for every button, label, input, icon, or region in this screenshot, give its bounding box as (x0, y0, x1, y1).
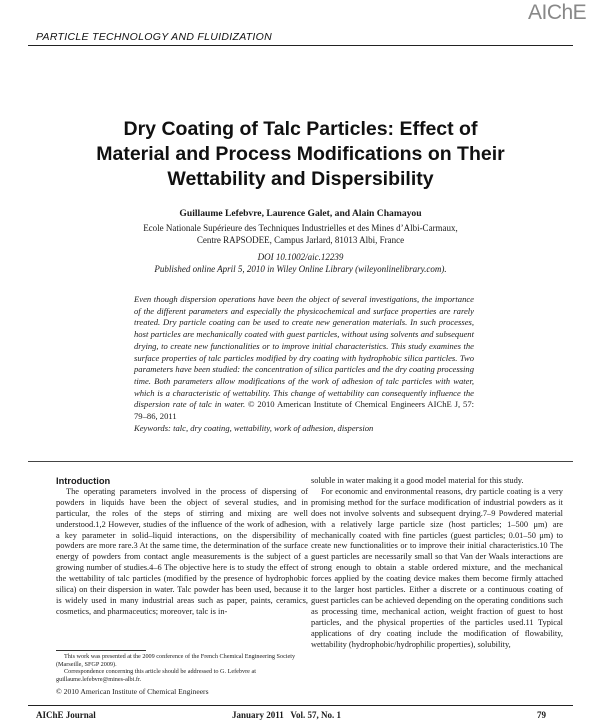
bottom-divider (28, 705, 573, 706)
footer-journal: AIChE Journal (36, 710, 96, 720)
doi-block (30, 251, 571, 275)
journal-logo: AIChE (528, 1, 587, 24)
affiliation-line-1: Ecole Nationale Supérieure des Techniques Industrielles et des Mines d’Albi-Carmaux, (143, 223, 458, 233)
affiliation (30, 222, 571, 246)
title-line-2: Material and Process Modifications on Their (96, 143, 505, 165)
page-number: 79 (537, 710, 546, 720)
title-line-3: Wettability and Dispersibility (167, 168, 434, 190)
abstract-text: Even though dispersion operations have been the object of several investigations, the importance of the different parameters and especially the physicochemical and surface properties are rarely treated. Dry particle coating can be used to create new generation materials. In such processes, host particles are mechanically coated with guest particles, without using solvents and subsequent drying, to create new functionalities or to improve initial characteristics. This study examines the surface properties of talc particles modified by dry coating with hydrophobic silica particles. Two parameters have been studied: the concentration of silica particles and the dry coating processing time. Both parameters allow modifications of the work of adhesion of talc particles with water, which is a characteristic of wettability. This change of wettability can consequently influence the dispersion rate of talc in water. (134, 294, 474, 410)
footnotes (56, 653, 308, 683)
abstract-citation: © 2010 American Institute of Chemical Engineers AIChE J, 57: 79–86, 2011 (134, 399, 475, 422)
copyright: © 2010 American Institute of Chemical Engineers (56, 687, 209, 696)
published-online: Published online April 5, 2010 in Wiley Online Library (wileyonlinelibrary.com). (154, 264, 447, 274)
paragraph: The operating parameters involved in the process of dispersing of powders in liquids have been the object of several studies, and in particular, the roles of the steps of stirring and mixing are well understood.1,2 However, studies of the influence of the work of adhesion, a key parameter in solid–liquid interactions, on the dispersibility of powders are more rare.3 At the same time, the determination of the surface energy of powders from contact angle measurements is the subject of a growing number of studies.4–6 The objective here is to study the effect of the wettability of talc particles (modified by the presence of hydrophobic silica) on their dispersion in water. Talc powder has been used, because it is widely used in many industrial areas such as paper, paints, ceramics, cosmetics, and pharmaceutics; moreover, talc is in- (56, 486, 308, 616)
keywords: Keywords: talc, dry coating, wettability, work of adhesion, dispersion (134, 422, 374, 433)
affiliation-line-2: Centre RAPSODEE, Campus Jarlard, 81013 Albi, France (196, 235, 405, 245)
title-line-1: Dry Coating of Talc Particles: Effect of (123, 118, 478, 140)
top-divider (28, 45, 573, 46)
right-column (311, 476, 563, 651)
doi: DOI 10.1002/aic.12239 (257, 252, 344, 262)
footer-issue: January 2011 Vol. 57, No. 1 (232, 710, 342, 720)
left-column (56, 476, 308, 618)
section-heading-introduction: Introduction (56, 476, 111, 486)
author-list: Guillaume Lefebvre, Laurence Galet, and Alain Chamayou (179, 208, 422, 219)
section-label: PARTICLE TECHNOLOGY AND FLUIDIZATION (36, 31, 273, 43)
article-title (30, 117, 571, 192)
abstract (134, 294, 474, 434)
footnote: Correspondence concerning this article should be addressed to G. Lefebvre at guillaume.lefebvre@mines-albi.fr. (56, 668, 256, 683)
paragraph: soluble in water making it a good model material for this study. (311, 476, 524, 485)
footnote-divider (56, 650, 146, 651)
paragraph: For economic and environmental reasons, dry particle coating is a very promising method for the surface modification of industrial powders as it does not involve solvents and subsequent drying.7–9 Powdered material with a relatively large particle size (host particles; 1–500 μm) are mechanically coated with fine particles (guest particles; 0.01–50 μm) to create new functionalities or to improve their initial characteristics.10 The guest particles are necessarily small so that Van der Waals interactions are strong enough to obtain a stable ordered mixture, and the mechanical forces applied by the coating device makes them become firmly attached to the larger host particles. Either a discrete or a continuous coating of guest particles can be achieved depending on the operating conditions such as processing time, mechanical action, weight fraction of guest to host particles, and the physical properties of the particles used.11 Typical applications of dry coating include the modification of flowability, wettability (hydrophobic/hydrophilic properties), solubility, (311, 486, 563, 649)
footnote: This work was presented at the 2009 conference of the French Chemical Engineering Society (Marseille, SFGP 2009). (56, 653, 296, 668)
abstract-divider (28, 461, 573, 462)
